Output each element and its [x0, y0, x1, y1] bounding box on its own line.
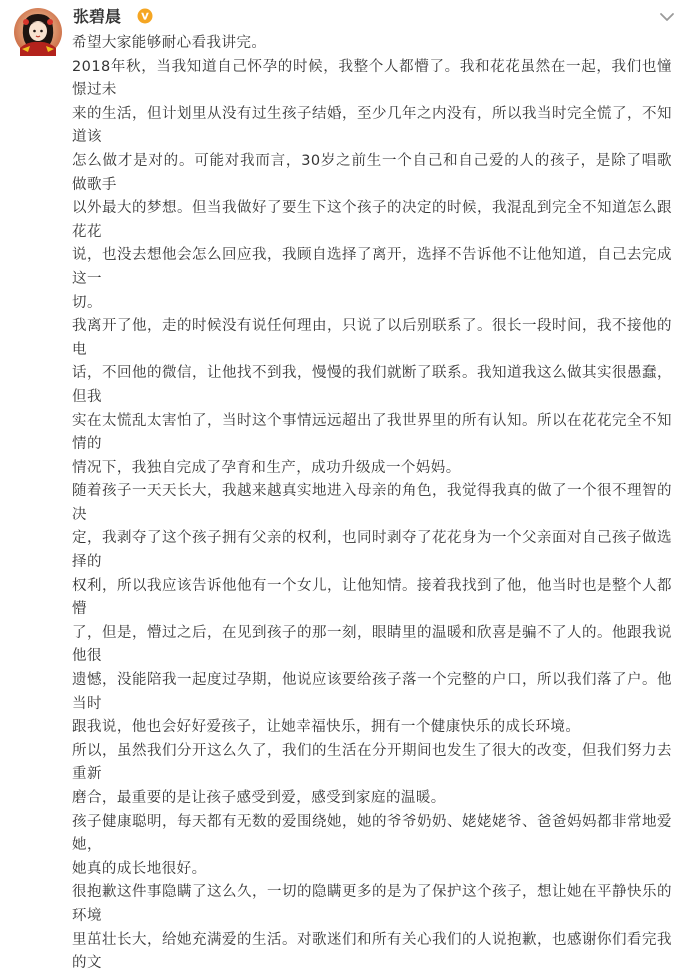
avatar-illustration — [14, 8, 62, 56]
post-paragraph: 孩子健康聪明，每天都有无数的爱围绕她，她的爷爷奶奶、姥姥姥爷、爸爸妈妈都非常地爱她， 她真的成长地很好。 — [72, 813, 672, 877]
post-paragraph: 我离开了他，走的时候没有说任何理由，只说了以后别联系了。很长一段时间，我不接他的电 话，不回他的微信，让他找不到我，慢慢的我们就断了联系。我知道我这么做其实很愚蠢，但我 实在太慌乱太害怕了，当时这个事情远远超出了我世界里的所有认知。所以在花花完全不知情的 情况下，我独自完成了孕育和生产，成功升级成一个妈妈。 — [72, 318, 672, 476]
post-paragraph: 随着孩子一天天长大，我越来越真实地进入母亲的角色，我觉得我真的做了一个很不理智的决 定，我剥夺了这个孩子拥有父亲的权利，也同时剥夺了花花身为一个父亲面对自己孩子做选择的 权利，所以我应该告诉他他有一个女儿，让他知情。接着我找到了他，他当时也是整个人都懵 了，但是，懵过之后，在见到孩子的那一刻，眼睛里的温暖和欣喜是骗不了人的。他跟我说他很 遗憾，没能陪我一起度过孕期，他说应该要给孩子落一个完整的户口，所以我们落了户。他当时 跟我说，他也会好好爱孩子，让她幸福快乐，拥有一个健康快乐的成长环境。 — [72, 483, 672, 736]
post-paragraph: 希望大家能够耐心看我讲完。 — [72, 35, 267, 51]
post-paragraph: 所以，虽然我们分开这么久了，我们的生活在分开期间也发生了很大的改变，但我们努力去重新 磨合，最重要的是让孩子感受到爱，感受到家庭的温暖。 — [72, 742, 672, 806]
avatar[interactable] — [14, 8, 62, 56]
verified-v-icon — [137, 8, 153, 24]
post-content — [72, 32, 672, 976]
post-paragraph: 很抱歉这件事隐瞒了这么久，一切的隐瞒更多的是为了保护这个孩子，想让她在平静快乐的环境 里茁壮长大，给她充满爱的生活。对歌迷们和所有关心我们的人说抱歉，也感谢你们看完我的文 — [72, 884, 672, 972]
chevron-down-icon[interactable] — [656, 8, 678, 26]
post-paragraph: 2018年秋，当我知道自己怀孕的时候，我整个人都懵了。我和花花虽然在一起，我们也憧憬过未 来的生活，但计划里从没有过生孩子结婚，至少几年之内没有，所以我当时完全慌了，不知道该 怎么做才是对的。可能对我而言，30岁之前生一个自己和自己爱的人的孩子，是除了唱歌做歌手 以外最大的梦想。但当我做好了要生下这个孩子的决定的时候，我混乱到完全不知道怎么跟花花 说，也没去想他会怎么回应我，我顾自选择了离开，选择不告诉他不让他知道，自己去完成这一 切。 — [72, 58, 672, 311]
author-name[interactable]: 张碧晨 — [73, 7, 122, 26]
